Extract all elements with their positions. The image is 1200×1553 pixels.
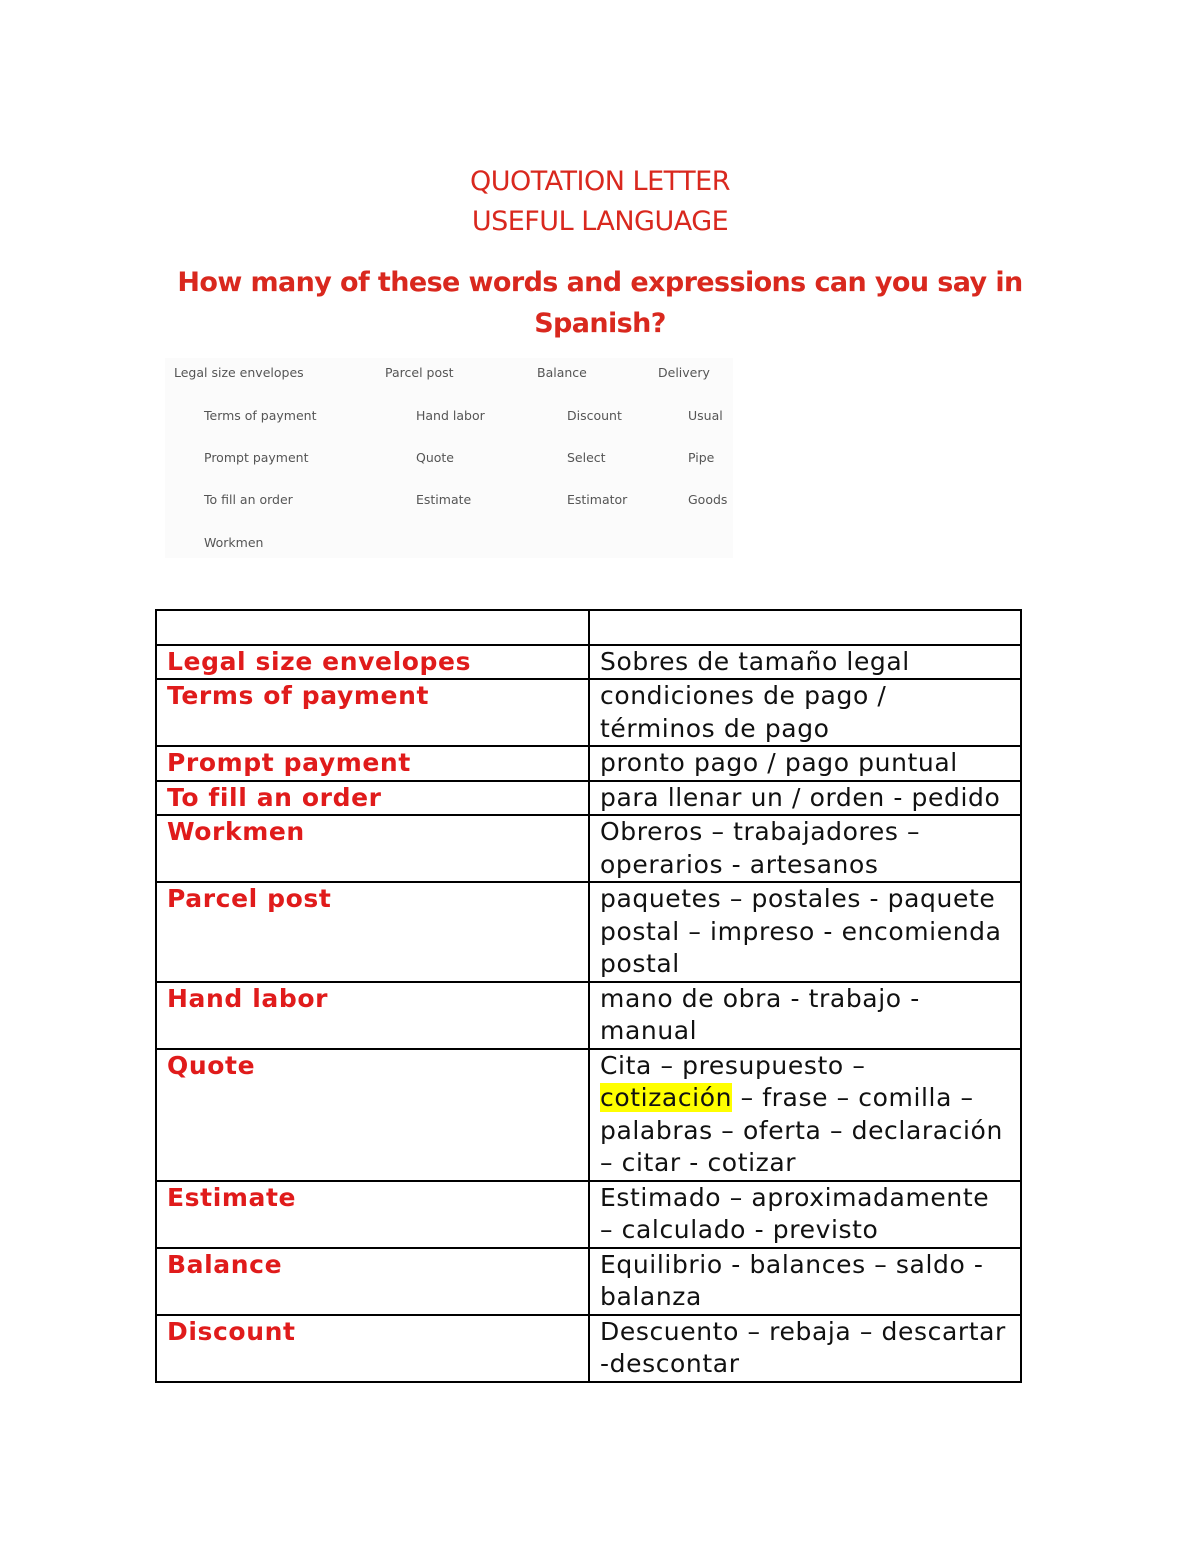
question-line-2: Spanish? [534, 308, 666, 339]
english-term: Prompt payment [156, 746, 589, 781]
table-row [156, 1049, 1021, 1181]
spanish-translation: mano de obra - trabajo - manual [589, 982, 1021, 1049]
word-bank-item: Discount [567, 408, 622, 423]
english-term: Estimate [156, 1181, 589, 1248]
table-row [156, 1315, 1021, 1382]
word-bank-item: Balance [537, 365, 587, 380]
word-bank-item: Legal size envelopes [174, 365, 304, 380]
spanish-translation: pronto pago / pago puntual [589, 746, 1021, 781]
english-term: Terms of payment [156, 679, 589, 746]
spanish-translation: Equilibrio - balances – saldo -balanza [589, 1248, 1021, 1315]
table-row [156, 882, 1021, 982]
spanish-translation: condiciones de pago / términos de pago [589, 679, 1021, 746]
table-row [156, 1181, 1021, 1248]
spanish-translation: Estimado – aproximadamente – calculado - previsto [589, 1181, 1021, 1248]
word-bank-item: Parcel post [385, 365, 454, 380]
table-row [156, 815, 1021, 882]
english-term: Discount [156, 1315, 589, 1382]
word-bank-item: Estimate [416, 492, 472, 507]
word-bank-item: Goods [688, 492, 728, 507]
english-term: To fill an order [156, 781, 589, 816]
highlighted-word: cotización [600, 1083, 733, 1112]
spanish-translation: Descuento – rebaja – descartar -descontar [589, 1315, 1021, 1382]
table-row [156, 746, 1021, 781]
english-term: Quote [156, 1049, 589, 1181]
title-line-2: USEFUL LANGUAGE [471, 206, 729, 237]
vocabulary-table [155, 609, 1022, 1383]
word-bank-item: Quote [416, 450, 455, 465]
english-term: Legal size envelopes [156, 645, 589, 680]
word-bank-item: Hand labor [416, 408, 485, 423]
header-cell-english [156, 610, 589, 645]
word-bank-item: Select [567, 450, 606, 465]
title-line-1: QUOTATION LETTER [470, 166, 730, 197]
english-term: Balance [156, 1248, 589, 1315]
spanish-translation [589, 1049, 1021, 1181]
table-header-row [156, 610, 1021, 645]
spanish-translation: paquetes – postales - paquete postal – impreso - encomienda postal [589, 882, 1021, 982]
word-bank-item: Workmen [204, 535, 264, 550]
translation-part: Cita – presupuesto – [600, 1050, 866, 1080]
question-line-1: How many of these words and expressions can you say in [177, 267, 1023, 298]
english-term: Workmen [156, 815, 589, 882]
word-bank-item: Prompt payment [204, 450, 309, 465]
word-bank-item: Estimator [567, 492, 628, 507]
table-row [156, 982, 1021, 1049]
header-cell-spanish [589, 610, 1021, 645]
word-bank-item: Usual [688, 408, 723, 423]
spanish-translation: Sobres de tamaño legal [589, 645, 1021, 680]
word-bank-item: Terms of payment [204, 408, 317, 423]
english-term: Hand labor [156, 982, 589, 1049]
table-row [156, 679, 1021, 746]
word-bank-item: Delivery [658, 365, 710, 380]
word-bank-item: To fill an order [204, 492, 293, 507]
word-bank-image [165, 358, 733, 558]
table-row [156, 781, 1021, 816]
document-title [0, 162, 1200, 242]
word-bank-item: Pipe [688, 450, 715, 465]
question-heading [150, 262, 1050, 344]
table-row [156, 645, 1021, 680]
translation-part: – frase – comilla – palabras – oferta – declaración – citar - cotizar [600, 1083, 1003, 1177]
english-term: Parcel post [156, 882, 589, 982]
spanish-translation: Obreros – trabajadores – operarios - artesanos [589, 815, 1021, 882]
table-row [156, 1248, 1021, 1315]
spanish-translation: para llenar un / orden - pedido [589, 781, 1021, 816]
